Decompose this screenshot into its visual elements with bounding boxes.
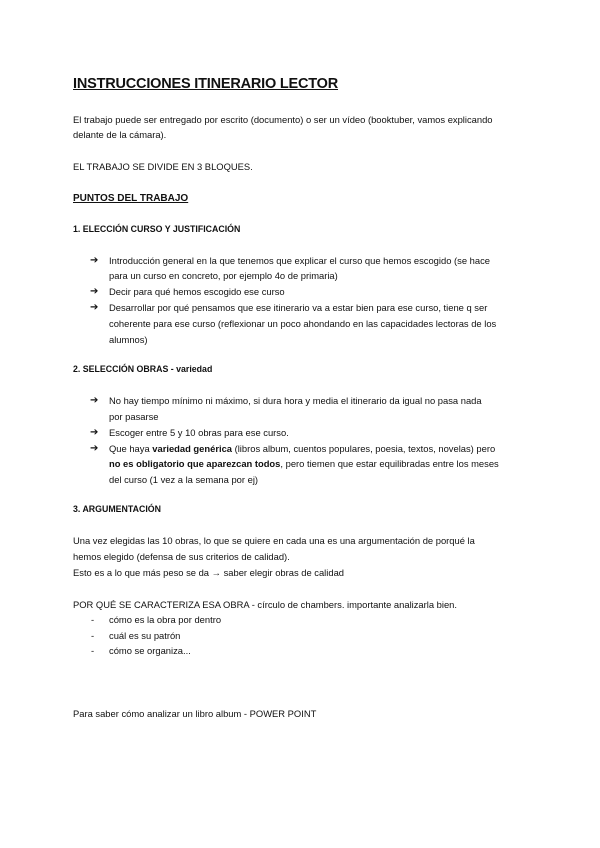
s3-para-line3: Esto es a lo que más peso se da → saber elegir obras de calidad (73, 567, 344, 578)
section-2-heading: 2. SELECCIÓN OBRAS - variedad (73, 364, 213, 374)
s2-item3-line3: del curso (1 vez a la semana por ej) (109, 474, 259, 485)
s1-item3-line1: Desarrollar por qué pensamos que ese itinerario va a estar bien para ese curso, tiene q ser (109, 302, 488, 313)
s1-item3-line2: coherente para ese curso (reflexionar un poco ahondando en las capacidades lectoras de los (109, 318, 497, 329)
s2-item3-line2 (109, 456, 499, 471)
dash-bullet-icon: - (91, 630, 95, 641)
s2-item3-text-a: Que haya (109, 443, 153, 454)
arrow-bullet-icon: ➔ (90, 427, 99, 438)
s1-item2-line1: Decir para qué hemos escogido ese curso (109, 286, 285, 297)
s1-item1-line1: Introducción general en la que tenemos que explicar el curso que hemos escogido (se hace (109, 255, 490, 266)
dash-bullet-icon: - (91, 614, 95, 625)
s2-item1-line1: No hay tiempo mínimo ni máximo, si dura hora y media el itinerario da igual no pasa nada (109, 395, 482, 406)
s2-item3-bold-a: variedad genérica (152, 443, 232, 454)
s2-item3-text-b: (libros album, cuentos populares, poesia, textos, novelas) pero (232, 443, 496, 454)
arrow-bullet-icon: ➔ (90, 286, 99, 297)
s2-item1-line2: por pasarse (109, 411, 159, 422)
footer-note: Para saber cómo analizar un libro album - POWER POINT (73, 708, 317, 719)
arrow-bullet-icon: ➔ (90, 255, 99, 266)
section-heading: PUNTOS DEL TRABAJO (73, 193, 189, 204)
s2-item2-line1: Escoger entre 5 y 10 obras para ese curso. (109, 427, 289, 438)
s2-item3-bold-b: no es obligatorio que aparezcan todos (109, 458, 281, 469)
s1-item1-line2: para un curso en concreto, por ejemplo 4o de primaria) (109, 270, 338, 281)
characterize-item-3: cómo se organiza... (109, 645, 191, 656)
dash-bullet-icon: - (91, 645, 95, 656)
document-title: INSTRUCCIONES ITINERARIO LECTOR (73, 76, 339, 92)
intro-line-1: El trabajo puede ser entregado por escrito (documento) o ser un vídeo (booktuber, vamos explicando (73, 114, 493, 125)
arrow-bullet-icon: ➔ (90, 395, 99, 406)
section-1-heading: 1. ELECCIÓN CURSO Y JUSTIFICACIÓN (73, 224, 241, 234)
blocks-note: EL TRABAJO SE DIVIDE EN 3 BLOQUES. (73, 161, 253, 172)
arrow-bullet-icon: ➔ (90, 443, 99, 454)
s3-para-line2: hemos elegido (defensa de sus criterios de calidad). (73, 551, 290, 562)
arrow-bullet-icon: ➔ (90, 302, 99, 313)
section-3-heading: 3. ARGUMENTACIÓN (73, 504, 161, 514)
characterize-item-2: cuál es su patrón (109, 630, 181, 641)
s2-item3-line1 (109, 441, 495, 456)
characterize-item-1: cómo es la obra por dentro (109, 614, 222, 625)
s3-para-line1: Una vez elegidas las 10 obras, lo que se quiere en cada una es una argumentación de porqué la (73, 535, 475, 546)
s2-item3-text-c: , pero tiemen que estar equilibradas entre los meses (280, 458, 499, 469)
characterize-line: POR QUÉ SE CARACTERIZA ESA OBRA - círculo de chambers. importante analizarla bien. (73, 599, 457, 610)
s1-item3-line3: alumnos) (109, 334, 148, 345)
intro-line-2: delante de la cámara). (73, 129, 167, 140)
